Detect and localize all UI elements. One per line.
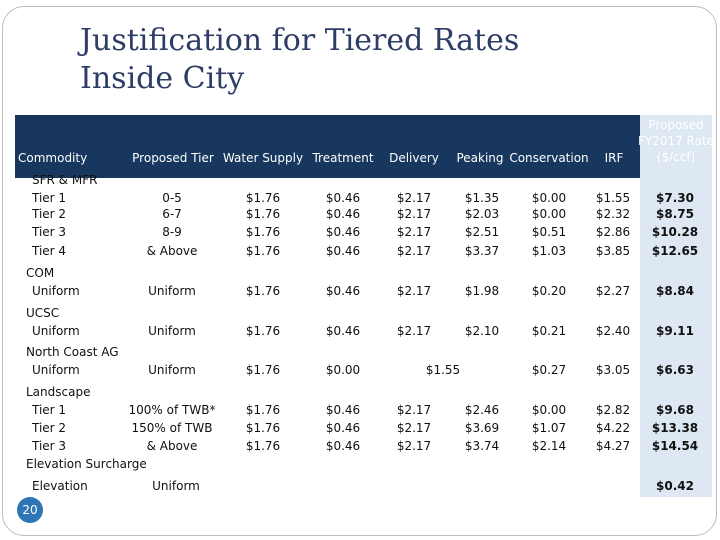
cell-irf: $1.55 xyxy=(595,191,631,205)
cell-peaking: $3.69 xyxy=(464,421,500,435)
cell-peaking: $2.03 xyxy=(464,207,500,221)
cell-conservation: $0.00 xyxy=(531,191,567,205)
cell-conservation: $0.21 xyxy=(531,324,567,338)
header-treatment: Treatment xyxy=(312,151,374,165)
cell-tier: 8-9 xyxy=(162,225,182,239)
cell-water-supply: $1.76 xyxy=(245,439,281,453)
cell-treatment: $0.46 xyxy=(325,439,361,453)
cell-delivery-peaking-combined: $1.55 xyxy=(425,363,461,377)
title-line-2: Inside City xyxy=(80,61,245,96)
cell-water-supply: $1.76 xyxy=(245,324,281,338)
cell-proposed-rate: $8.84 xyxy=(656,284,694,298)
cell-delivery: $2.17 xyxy=(396,225,432,239)
cell-treatment: $0.46 xyxy=(325,191,361,205)
cell-conservation: $0.51 xyxy=(531,225,567,239)
cell-treatment: $0.46 xyxy=(325,284,361,298)
cell-proposed-rate: $13.38 xyxy=(651,421,699,435)
cell-delivery: $2.17 xyxy=(396,439,432,453)
cell-treatment: $0.00 xyxy=(325,363,361,377)
title-line-1: Justification for Tiered Rates xyxy=(80,23,520,58)
row-name: Uniform xyxy=(32,324,80,338)
row-name: Tier 1 xyxy=(32,403,67,417)
group-label-sfr: SFR & MFR xyxy=(32,173,98,187)
header-peaking: Peaking xyxy=(456,151,504,165)
cell-delivery: $2.17 xyxy=(396,244,432,258)
cell-tier: 150% of TWB xyxy=(131,421,213,435)
group-label-ucsc: UCSC xyxy=(26,306,60,320)
cell-tier: 6-7 xyxy=(162,207,182,221)
cell-irf: $3.85 xyxy=(595,244,631,258)
cell-peaking: $2.46 xyxy=(464,403,500,417)
cell-conservation: $0.20 xyxy=(531,284,567,298)
cell-tier: & Above xyxy=(146,244,198,258)
cell-irf: $2.40 xyxy=(595,324,631,338)
group-label-north-coast-ag: North Coast AG xyxy=(26,345,119,359)
cell-proposed-rate: $8.75 xyxy=(656,207,694,221)
header-irf: IRF xyxy=(604,151,624,165)
group-label-com: COM xyxy=(26,266,55,280)
cell-delivery: $2.17 xyxy=(396,191,432,205)
row-name: Tier 2 xyxy=(32,207,67,221)
header-conservation: Conservation xyxy=(509,151,589,165)
row-name: Tier 4 xyxy=(32,244,67,258)
cell-tier: Uniform xyxy=(148,324,196,338)
cell-proposed-rate: $0.42 xyxy=(656,479,694,493)
cell-irf: $2.32 xyxy=(595,207,631,221)
cell-treatment: $0.46 xyxy=(325,244,361,258)
header-proposed-line-2: FY2017 Rate xyxy=(637,134,715,148)
cell-water-supply: $1.76 xyxy=(245,225,281,239)
cell-treatment: $0.46 xyxy=(325,324,361,338)
cell-conservation: $1.07 xyxy=(531,421,567,435)
cell-delivery: $2.17 xyxy=(396,284,432,298)
cell-delivery: $2.17 xyxy=(396,207,432,221)
cell-proposed-rate: $14.54 xyxy=(651,439,699,453)
cell-proposed-rate: $6.63 xyxy=(656,363,694,377)
header-proposed-tier: Proposed Tier xyxy=(132,151,214,165)
cell-tier: 100% of TWB* xyxy=(128,403,216,417)
cell-tier: Uniform xyxy=(148,363,196,377)
cell-peaking: $1.35 xyxy=(464,191,500,205)
cell-conservation: $0.27 xyxy=(531,363,567,377)
group-label-landscape: Landscape xyxy=(26,385,91,399)
cell-delivery: $2.17 xyxy=(396,421,432,435)
cell-delivery: $2.17 xyxy=(396,324,432,338)
row-name: Tier 1 xyxy=(32,191,67,205)
page-title xyxy=(80,22,519,98)
table-header-band xyxy=(15,115,715,178)
cell-water-supply: $1.76 xyxy=(245,363,281,377)
row-name: Tier 3 xyxy=(32,439,67,453)
cell-proposed-rate: $9.68 xyxy=(656,403,694,417)
header-proposed-line-3: ($/ccf) xyxy=(656,150,696,164)
cell-tier: Uniform xyxy=(148,284,196,298)
cell-water-supply: $1.76 xyxy=(245,403,281,417)
cell-proposed-rate: $12.65 xyxy=(651,244,699,258)
cell-peaking: $1.98 xyxy=(464,284,500,298)
row-name: Tier 3 xyxy=(32,225,67,239)
cell-water-supply: $1.76 xyxy=(245,244,281,258)
cell-proposed-rate: $7.30 xyxy=(656,191,694,205)
cell-irf: $3.05 xyxy=(595,363,631,377)
cell-peaking: $2.51 xyxy=(464,225,500,239)
cell-conservation: $2.14 xyxy=(531,439,567,453)
cell-peaking: $2.10 xyxy=(464,324,500,338)
cell-water-supply: $1.76 xyxy=(245,191,281,205)
cell-proposed-rate: $9.11 xyxy=(656,324,694,338)
row-name: Tier 2 xyxy=(32,421,67,435)
cell-conservation: $0.00 xyxy=(531,207,567,221)
header-proposed-rate xyxy=(638,117,714,165)
cell-irf: $4.22 xyxy=(595,421,631,435)
cell-conservation: $1.03 xyxy=(531,244,567,258)
cell-conservation: $0.00 xyxy=(531,403,567,417)
cell-treatment: $0.46 xyxy=(325,421,361,435)
row-name: Uniform xyxy=(32,363,80,377)
cell-irf: $2.82 xyxy=(595,403,631,417)
cell-proposed-rate: $10.28 xyxy=(651,225,699,239)
group-label-elevation-surcharge: Elevation Surcharge xyxy=(26,457,147,471)
cell-water-supply: $1.76 xyxy=(245,284,281,298)
header-delivery: Delivery xyxy=(389,151,439,165)
cell-irf: $2.86 xyxy=(595,225,631,239)
cell-delivery: $2.17 xyxy=(396,403,432,417)
cell-water-supply: $1.76 xyxy=(245,207,281,221)
cell-treatment: $0.46 xyxy=(325,207,361,221)
header-water-supply: Water Supply xyxy=(222,151,304,165)
row-name: Elevation xyxy=(32,479,88,493)
slide-number-badge: 20 xyxy=(17,497,43,523)
cell-tier: 0-5 xyxy=(162,191,182,205)
cell-treatment: $0.46 xyxy=(325,403,361,417)
header-commodity: Commodity xyxy=(18,151,88,165)
cell-water-supply: $1.76 xyxy=(245,421,281,435)
cell-irf: $4.27 xyxy=(595,439,631,453)
header-proposed-line-1: Proposed xyxy=(648,118,704,132)
cell-tier: Uniform xyxy=(152,479,200,493)
cell-irf: $2.27 xyxy=(595,284,631,298)
row-name: Uniform xyxy=(32,284,80,298)
cell-peaking: $3.74 xyxy=(464,439,500,453)
cell-peaking: $3.37 xyxy=(464,244,500,258)
cell-tier: & Above xyxy=(146,439,198,453)
cell-treatment: $0.46 xyxy=(325,225,361,239)
